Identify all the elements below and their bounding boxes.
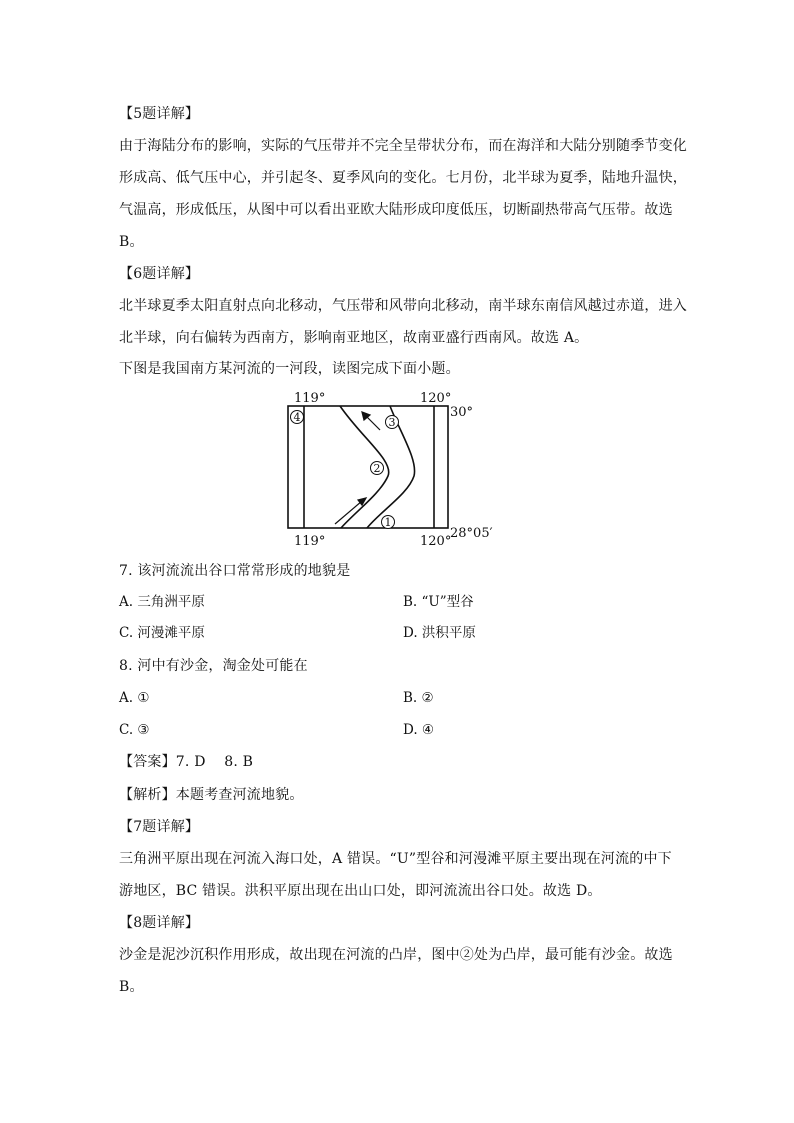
- q6-heading: 【6题详解】: [119, 266, 200, 282]
- marker-1-label: 1: [384, 516, 392, 529]
- q8-detail-line-1: 沙金是泥沙沉积作用形成，故出现在河流的凸岸，图中②处为凸岸，最可能有沙金。故选: [119, 947, 673, 963]
- q8-detail-heading: 【8题详解】: [119, 915, 200, 931]
- map-frame: [288, 406, 448, 528]
- flow-arrow-upper: [362, 412, 380, 430]
- marker-2: [371, 462, 384, 476]
- q8-option-d: D. ④: [403, 722, 435, 738]
- q5-line-4: B。: [119, 234, 144, 250]
- q7-option-c: C. 河漫滩平原: [119, 625, 205, 641]
- q7-stem: 7. 该河流流出谷口常常形成的地貌是: [119, 563, 351, 579]
- q6-line-1: 北半球夏季太阳直射点向北移动，气压带和风带向北移动，南半球东南信风越过赤道，进入: [119, 298, 687, 314]
- marker-4: [291, 411, 304, 425]
- q5-heading: 【5题详解】: [119, 106, 200, 122]
- q5-line-3: 气温高，形成低压，从图中可以看出亚欧大陆形成印度低压，切断副热带高气压带。故选: [119, 202, 673, 218]
- marker-2-label: 2: [373, 462, 381, 475]
- q7-detail-line-2: 游地区，BC 错误。洪积平原出现在出山口处，即河流流出谷口处。故选 D。: [119, 883, 602, 899]
- marker-3: [386, 416, 399, 430]
- q6-line-2: 北半球，向右偏转为西南方，影响南亚地区，故南亚盛行西南风。故选 A。: [119, 330, 589, 346]
- analysis-line: 【解析】本题考查河流地貌。: [119, 787, 304, 803]
- marker-4-label: 4: [293, 411, 301, 424]
- q5-line-1: 由于海陆分布的影响，实际的气压带并不完全呈带状分布，而在海洋和大陆分别随季节变化: [119, 138, 687, 154]
- q8-detail-line-2: B。: [119, 979, 144, 995]
- lon-top-left-label: 119°: [294, 391, 326, 406]
- q7-option-a: A. 三角洲平原: [119, 594, 205, 610]
- marker-1: [382, 516, 395, 530]
- lon-bottom-left-label: 119°: [294, 534, 326, 549]
- q8-stem: 8. 河中有沙金，淘金处可能在: [119, 658, 308, 674]
- answer-line: 【答案】7. D 8. B: [119, 754, 254, 770]
- lat-bottom-label: 28°05′: [450, 526, 493, 541]
- q8-option-a: A. ①: [119, 690, 150, 706]
- q5-line-2: 形成高、低气压中心，并引起冬、夏季风向的变化。七月份，北半球为夏季，陆地升温快，: [119, 170, 687, 186]
- river-diagram: [280, 386, 502, 550]
- q7-detail-line-1: 三角洲平原出现在河流入海口处，A 错误。“U”型谷和河漫滩平原主要出现在河流的中下: [119, 851, 672, 867]
- lon-top-right-label: 120°: [420, 391, 452, 406]
- lon-bottom-right-label: 120°: [420, 534, 452, 549]
- q7-detail-heading: 【7题详解】: [119, 819, 200, 835]
- marker-3-label: 3: [388, 416, 396, 429]
- lat-top-label: 30°: [450, 405, 474, 420]
- figure-intro: 下图是我国南方某河流的一河段，读图完成下面小题。: [119, 361, 460, 377]
- q8-option-c: C. ③: [119, 722, 150, 738]
- q8-option-b: B. ②: [403, 690, 434, 706]
- flow-arrow-lower: [335, 498, 366, 524]
- q7-option-d: D. 洪积平原: [403, 625, 476, 641]
- q7-option-b: B. “U”型谷: [403, 594, 474, 610]
